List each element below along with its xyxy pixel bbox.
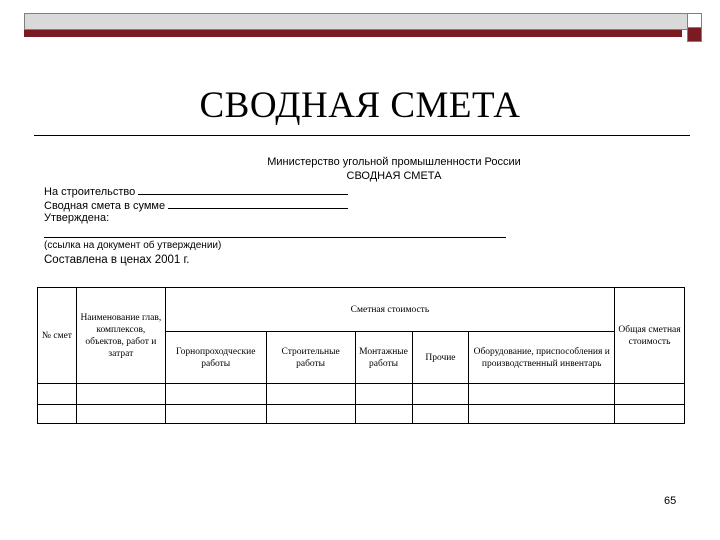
col-name-header: Наименование глав, комплексов, объектов, работ и затрат: [76, 288, 165, 384]
ministry-line: Министерство угольной промышленности России: [267, 156, 521, 168]
prices-note: Составлена в ценах 2001 г.: [44, 254, 190, 266]
sub-installation-header: Монтажные работы: [355, 332, 412, 384]
slide-title: СВОДНАЯ СМЕТА: [199, 85, 521, 126]
table-row: [38, 405, 685, 424]
form-heading: СВОДНАЯ СМЕТА: [346, 170, 442, 182]
construction-label: На строительство: [44, 186, 136, 198]
col-total-header: Общая сметная стоимость: [615, 288, 685, 384]
sub-other-header: Прочие: [412, 332, 469, 384]
header-square-red: [687, 27, 702, 42]
approval-blank-line: [44, 237, 506, 238]
estimate-table: [37, 287, 685, 424]
header-gray-strip: [24, 13, 688, 30]
sub-mining-header: Горнопроходческие работы: [165, 332, 266, 384]
sub-equipment-header: Оборудование, приспособления и производственный инвентарь: [469, 332, 615, 384]
construction-blank: [138, 184, 348, 195]
sum-row: [44, 198, 348, 212]
construction-row: [44, 184, 348, 198]
col-number-header: № смет: [38, 288, 77, 384]
sum-label: Сводная смета в сумме: [44, 200, 166, 212]
sub-construction-header: Строительные работы: [266, 332, 355, 384]
reference-note: (ссылка на документ об утверждении): [44, 240, 222, 251]
header-red-strip: [24, 30, 682, 37]
title-underline: [34, 135, 690, 136]
sum-blank: [168, 198, 348, 209]
approved-label: Утверждена:: [44, 212, 110, 224]
table-row: [38, 384, 685, 405]
col-estimated-cost-header: Сметная стоимость: [165, 288, 614, 332]
table-header-row: [38, 288, 685, 332]
header-square-white: [687, 13, 702, 28]
page-number: 65: [664, 495, 677, 507]
